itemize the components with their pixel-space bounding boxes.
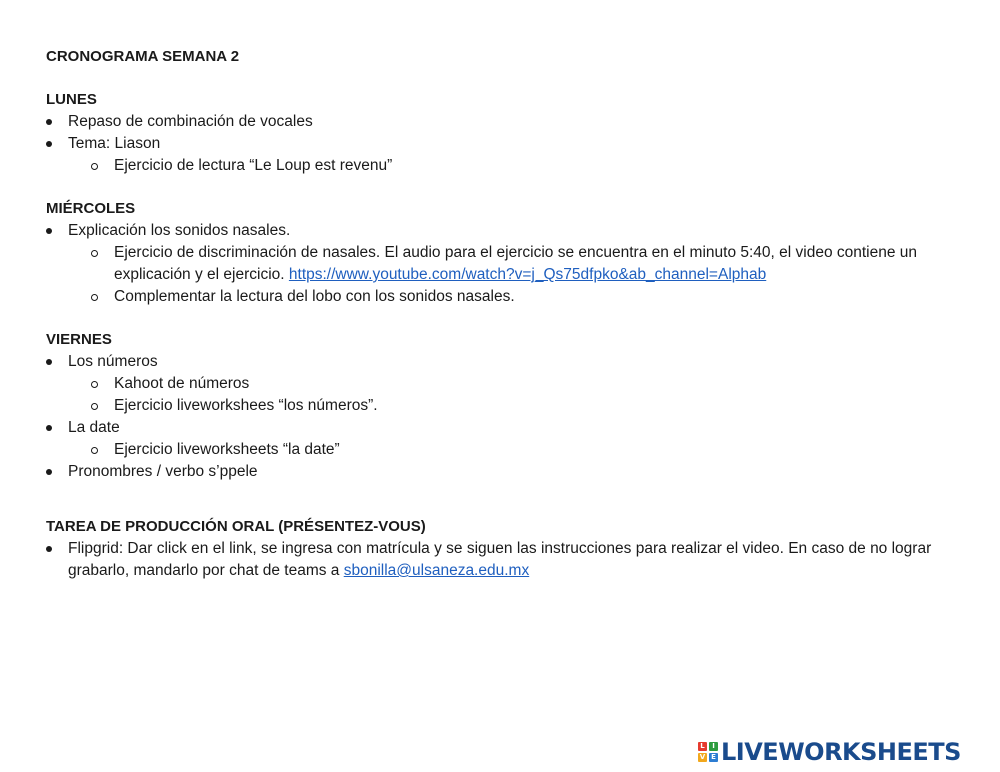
bullet-icon — [46, 119, 52, 125]
sub-list-item-text: Ejercicio de lectura “Le Loup est revenu” — [114, 157, 393, 174]
liveworksheets-logo-text: LIVEWORKSHEETS — [721, 738, 961, 766]
sub-list-item — [46, 395, 966, 417]
liveworksheets-logo[interactable] — [698, 737, 961, 767]
list-item — [46, 133, 966, 155]
circle-bullet-icon — [91, 381, 98, 388]
logo-letter: I — [709, 742, 718, 751]
email-link[interactable]: sbonilla@ulsaneza.edu.mx — [343, 562, 530, 579]
list-item — [46, 220, 966, 242]
sub-list-item — [46, 373, 966, 395]
sub-list-item-text: Kahoot de números — [114, 375, 250, 392]
list-item-text: Repaso de combinación de vocales — [68, 113, 313, 130]
logo-letter: E — [709, 753, 718, 762]
logo-letter: V — [699, 753, 706, 761]
list-item-text: Pronombres / verbo s’ppele — [68, 463, 258, 480]
bullet-icon — [46, 228, 52, 234]
section-heading-miercoles: MIÉRCOLES — [46, 200, 136, 217]
bullet-icon — [46, 359, 52, 365]
bullet-icon — [46, 141, 52, 147]
sub-list-item-text: Complementar la lectura del lobo con los sonidos nasales. — [114, 288, 515, 305]
sub-list-item-text: Ejercicio liveworksheets “la date” — [114, 441, 340, 458]
logo-letter: L — [698, 742, 707, 751]
list-item-text: Flipgrid: Dar click en el link, se ingresa con matrícula y se siguen las instrucciones para realizar el video. En caso de no lograr — [68, 540, 932, 557]
list-item-text: Tema: Liason — [68, 135, 161, 152]
bullet-icon — [46, 546, 52, 552]
list-item-continuation — [46, 560, 966, 582]
sub-list-item — [46, 439, 966, 461]
liveworksheets-logo-mark — [698, 742, 718, 762]
list-item — [46, 461, 966, 483]
list-item — [46, 111, 966, 133]
circle-bullet-icon — [91, 250, 98, 257]
list-item-text: Los números — [68, 353, 158, 370]
section-heading-lunes: LUNES — [46, 91, 97, 108]
list-item-text: Explicación los sonidos nasales. — [68, 222, 291, 239]
page-title: CRONOGRAMA SEMANA 2 — [46, 48, 240, 65]
bullet-icon — [46, 469, 52, 475]
section-heading-viernes: VIERNES — [46, 331, 112, 348]
circle-bullet-icon — [91, 163, 98, 170]
list-item — [46, 538, 966, 560]
sub-list-item — [46, 242, 966, 264]
sub-list-item-text: explicación y el ejercicio. — [114, 266, 289, 283]
section-heading-tarea: TAREA DE PRODUCCIÓN ORAL (PRÉSENTEZ-VOUS) — [46, 518, 426, 535]
document — [46, 46, 966, 582]
bullet-icon — [46, 425, 52, 431]
list-item-text: grabarlo, mandarlo por chat de teams a — [68, 562, 344, 579]
youtube-link[interactable]: https://www.youtube.com/watch?v=j_Qs75dfpko&ab_channel=Alphab — [288, 266, 767, 283]
circle-bullet-icon — [91, 403, 98, 410]
list-item — [46, 417, 966, 439]
circle-bullet-icon — [91, 447, 98, 454]
list-item — [46, 351, 966, 373]
sub-list-item — [46, 286, 966, 308]
sub-list-item-text: Ejercicio de discriminación de nasales. El audio para el ejercicio se encuentra en el minuto 5:40, el video contiene un — [114, 244, 918, 261]
list-item-text: La date — [68, 419, 120, 436]
sub-list-item-continuation — [46, 264, 966, 286]
sub-list-item-text: Ejercicio liveworkshees “los números”. — [114, 397, 378, 414]
circle-bullet-icon — [91, 294, 98, 301]
sub-list-item — [46, 155, 966, 177]
